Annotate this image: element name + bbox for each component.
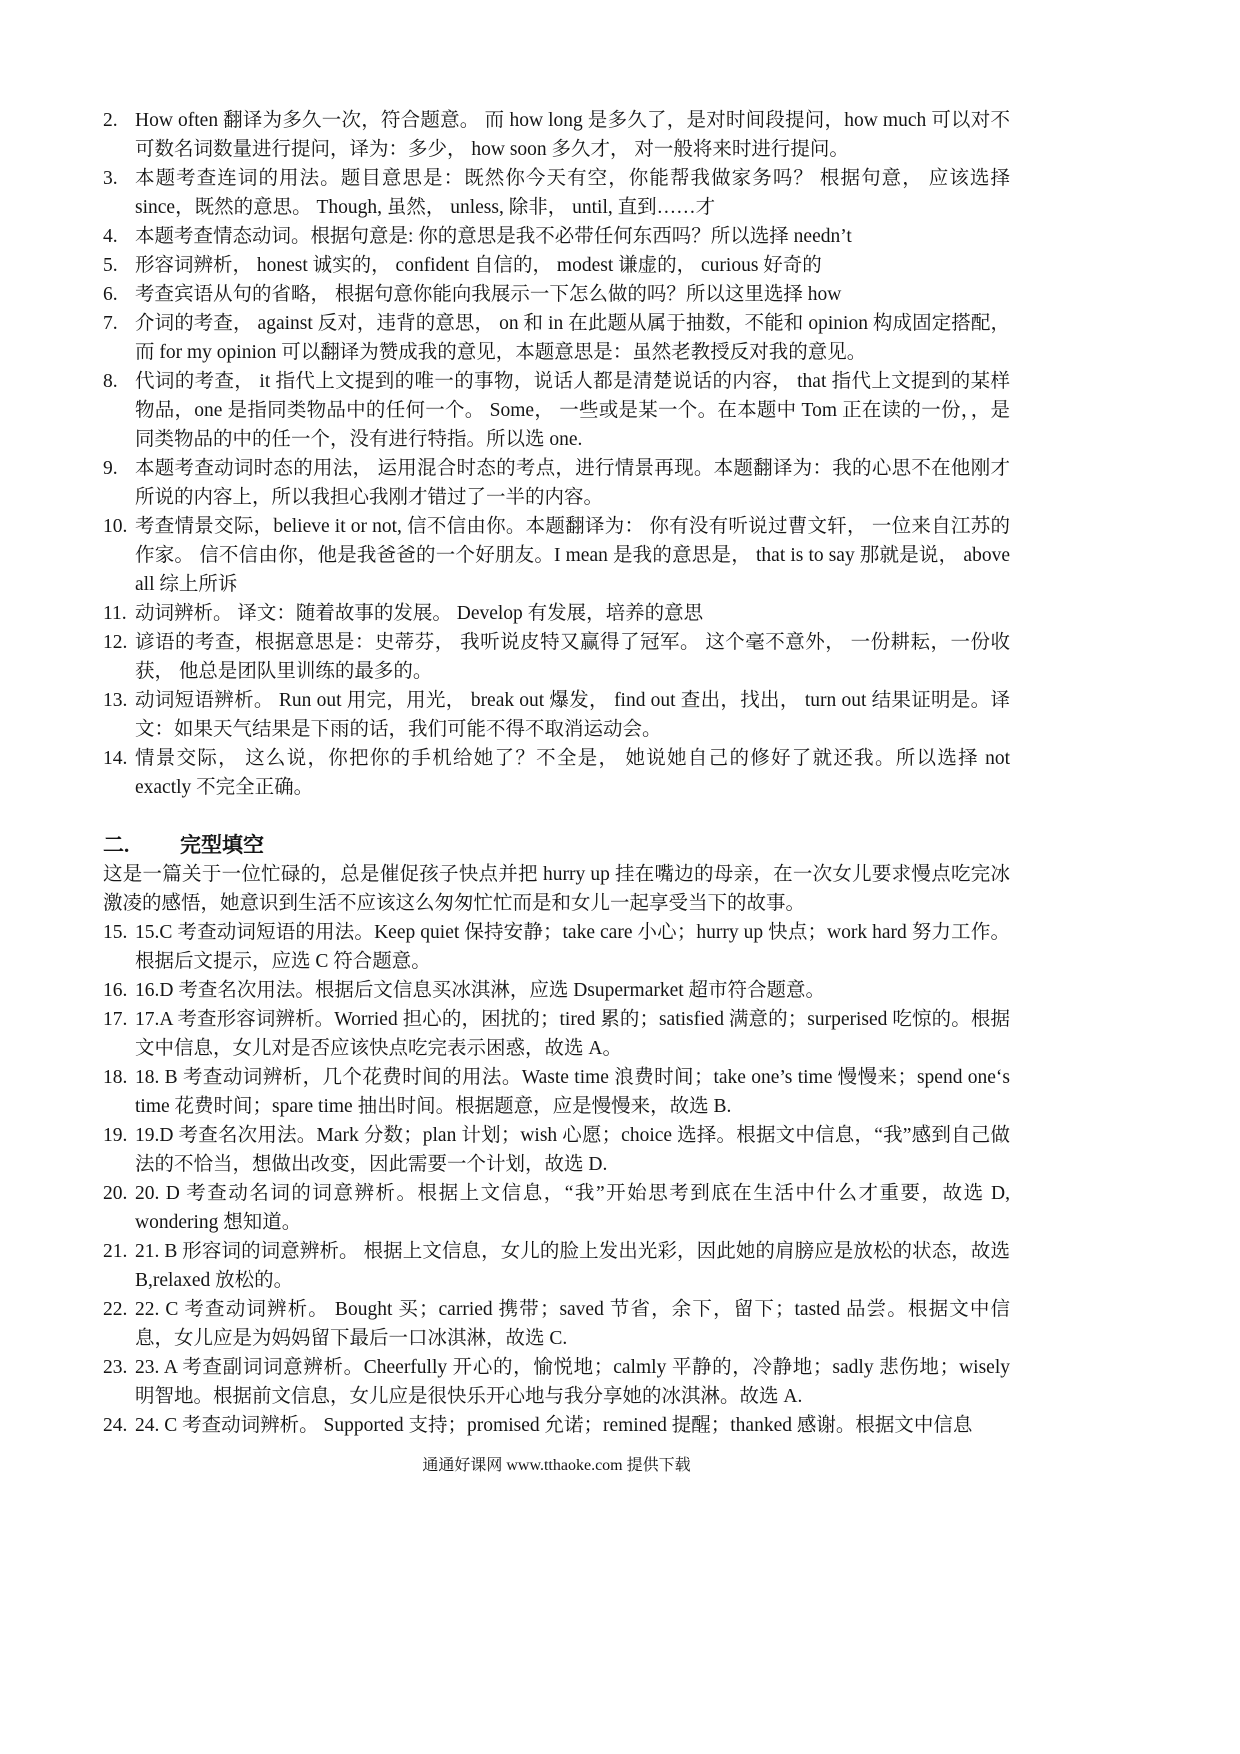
- answer-item: [103, 744, 1010, 802]
- item-text: 形容词辨析， honest 诚实的， confident 自信的， modest 谦虚的， curious 好奇的: [135, 255, 822, 276]
- item-text: 21. B 形容词的词意辨析。 根据上文信息，女儿的脸上发出光彩，因此她的肩膀应是放松的状态，故选 B,relaxed 放松的。: [135, 1241, 1010, 1291]
- item-text: 考查宾语从句的省略， 根据句意你能向我展示一下怎么做的吗？所以这里选择 how: [135, 284, 842, 305]
- section-intro: 这是一篇关于一位忙碌的，总是催促孩子快点并把 hurry up 挂在嘴边的母亲，在一次女儿要求慢点吃完冰激凌的感悟，她意识到生活不应该这么匆匆忙忙而是和女儿一起享受当下的故事。: [103, 864, 1010, 914]
- answer-item: [103, 1121, 1010, 1179]
- item-text: 本题考查情态动词。根据句意是: 你的意思是我不必带任何东西吗？所以选择 needn’t: [135, 226, 852, 247]
- answer-item: [103, 628, 1010, 686]
- item-number: 17.: [103, 1009, 128, 1030]
- answer-item: [103, 1295, 1010, 1353]
- answer-item: [103, 918, 1010, 976]
- item-number: 12.: [103, 632, 128, 653]
- item-number: 15.: [103, 922, 128, 943]
- item-text: 代词的考查， it 指代上文提到的唯一的事物，说话人都是清楚说话的内容， that 指代上文提到的某样物品，one 是指同类物品中的任何一个。 Some， 一些或是某一个。在本题中 Tom 正在读的一份，，是同类物品的中的任一个，没有进行特指。所以选 one.: [135, 371, 1010, 450]
- item-text: 17.A 考查形容词辨析。Worried 担心的，困扰的；tired 累的；satisfied 满意的；surperised 吃惊的。根据文中信息，女儿对是否应该快点吃完表示困惑，故选 A。: [135, 1009, 1010, 1059]
- answer-item: [103, 976, 1010, 1005]
- answer-item: [103, 164, 1010, 222]
- item-number: 20.: [103, 1183, 128, 1204]
- answer-list-section-1: [103, 106, 1010, 802]
- answer-item: [103, 1237, 1010, 1295]
- item-number: 24.: [103, 1415, 128, 1436]
- item-text: 本题考查连词的用法。题目意思是：既然你今天有空，你能帮我做家务吗？ 根据句意， 应该选择 since，既然的意思。 Though, 虽然， unless, 除非， until, 直到……才: [135, 168, 1010, 218]
- answer-item: [103, 106, 1010, 164]
- answer-item: [103, 599, 1010, 628]
- item-number: 8.: [103, 371, 118, 392]
- item-number: 21.: [103, 1241, 128, 1262]
- item-number: 2.: [103, 110, 118, 131]
- answer-item: [103, 1353, 1010, 1411]
- item-number: 4.: [103, 226, 118, 247]
- item-text: 16.D 考查名次用法。根据后文信息买冰淇淋，应选 Dsupermarket 超市符合题意。: [135, 980, 826, 1001]
- item-number: 9.: [103, 458, 118, 479]
- item-text: 动词短语辨析。 Run out 用完，用光， break out 爆发， find out 查出，找出， turn out 结果证明是。译文：如果天气结果是下雨的话，我们可能不得不取消运动会。: [135, 690, 1010, 740]
- item-number: 13.: [103, 690, 128, 711]
- item-text: 20. D 考查动名词的词意辨析。根据上文信息，“我”开始思考到底在生活中什么才重要，故选 D, wondering 想知道。: [135, 1183, 1010, 1233]
- item-number: 7.: [103, 313, 118, 334]
- item-number: 6.: [103, 284, 118, 305]
- answer-item: [103, 251, 1010, 280]
- item-number: 23.: [103, 1357, 128, 1378]
- item-text: 18. B 考查动词辨析，几个花费时间的用法。Waste time 浪费时间；take one’s time 慢慢来；spend one‘s time 花费时间；spare time 抽出时间。根据题意，应是慢慢来，故选 B.: [135, 1067, 1010, 1117]
- item-number: 16.: [103, 980, 128, 1001]
- item-text: 动词辨析。 译文：随着故事的发展。 Develop 有发展，培养的意思: [135, 603, 704, 624]
- answer-item: [103, 1411, 1010, 1440]
- document-body: [103, 106, 1010, 1440]
- answer-item: [103, 1179, 1010, 1237]
- section-title: 完型填空: [180, 833, 264, 857]
- item-number: 18.: [103, 1067, 128, 1088]
- answer-list-section-2: [103, 918, 1010, 1440]
- item-text: 介词的考查， against 反对，违背的意思， on 和 in 在此题从属于抽数，不能和 opinion 构成固定搭配，而 for my opinion 可以翻译为赞成我的意见，本题意思是：虽然老教授反对我的意见。: [135, 313, 1010, 363]
- item-text: 15.C 考查动词短语的用法。Keep quiet 保持安静；take care 小心；hurry up 快点；work hard 努力工作。根据后文提示，应选 C 符合题意。: [135, 922, 1010, 972]
- answer-item: [103, 512, 1010, 599]
- answer-item: [103, 222, 1010, 251]
- answer-item: [103, 280, 1010, 309]
- item-number: 10.: [103, 516, 128, 537]
- answer-item: [103, 454, 1010, 512]
- item-text: 24. C 考查动词辨析。 Supported 支持；promised 允诺；remined 提醒；thanked 感谢。根据文中信息: [135, 1415, 973, 1436]
- item-text: 谚语的考查，根据意思是：史蒂芬， 我听说皮特又赢得了冠军。 这个毫不意外， 一份耕耘，一份收获， 他总是团队里训练的最多的。: [135, 632, 1010, 682]
- item-text: 情景交际， 这么说，你把你的手机给她了？不全是， 她说她自己的修好了就还我。所以选择 not exactly 不完全正确。: [135, 748, 1010, 798]
- answer-item: [103, 309, 1010, 367]
- item-number: 22.: [103, 1299, 128, 1320]
- section-number: 二.: [103, 833, 130, 857]
- item-text: 本题考查动词时态的用法， 运用混合时态的考点，进行情景再现。本题翻译为：我的心思不在他刚才所说的内容上，所以我担心我刚才错过了一半的内容。: [135, 458, 1010, 508]
- item-number: 3.: [103, 168, 118, 189]
- item-number: 14.: [103, 748, 128, 769]
- answer-item: [103, 1005, 1010, 1063]
- item-text: 考查情景交际，believe it or not, 信不信由你。本题翻译为： 你有没有听说过曹文轩， 一位来自江苏的作家。 信不信由你，他是我爸爸的一个好朋友。I mean 是我的意思是， that is to say 那就是说， above all 综上所诉: [135, 516, 1010, 595]
- item-text: How often 翻译为多久一次，符合题意。 而 how long 是多久了，是对时间段提问，how much 可以对不可数名词数量进行提问，译为：多少， how soon 多久才， 对一般将来时进行提问。: [135, 110, 1010, 160]
- section-heading: [103, 831, 1010, 860]
- item-text: 22. C 考查动词辨析。 Bought 买；carried 携带；saved 节省，余下，留下；tasted 品尝。根据文中信息，女儿应是为妈妈留下最后一口冰淇淋，故选 C.: [135, 1299, 1010, 1349]
- item-text: 23. A 考查副词词意辨析。Cheerfully 开心的，愉悦地；calmly 平静的，冷静地；sadly 悲伤地；wisely 明智地。根据前文信息，女儿应是很快乐开心地与我分享她的冰淇淋。故选 A.: [135, 1357, 1010, 1407]
- item-number: 11.: [103, 603, 127, 624]
- page-footer: 通通好课网 www.tthaoke.com 提供下载: [422, 1457, 691, 1474]
- answer-item: [103, 686, 1010, 744]
- item-number: 19.: [103, 1125, 128, 1146]
- answer-item: [103, 367, 1010, 454]
- answer-item: [103, 1063, 1010, 1121]
- item-text: 19.D 考查名次用法。Mark 分数；plan 计划；wish 心愿；choice 选择。根据文中信息，“我”感到自己做法的不恰当，想做出改变，因此需要一个计划，故选 D.: [135, 1125, 1010, 1175]
- item-number: 5.: [103, 255, 118, 276]
